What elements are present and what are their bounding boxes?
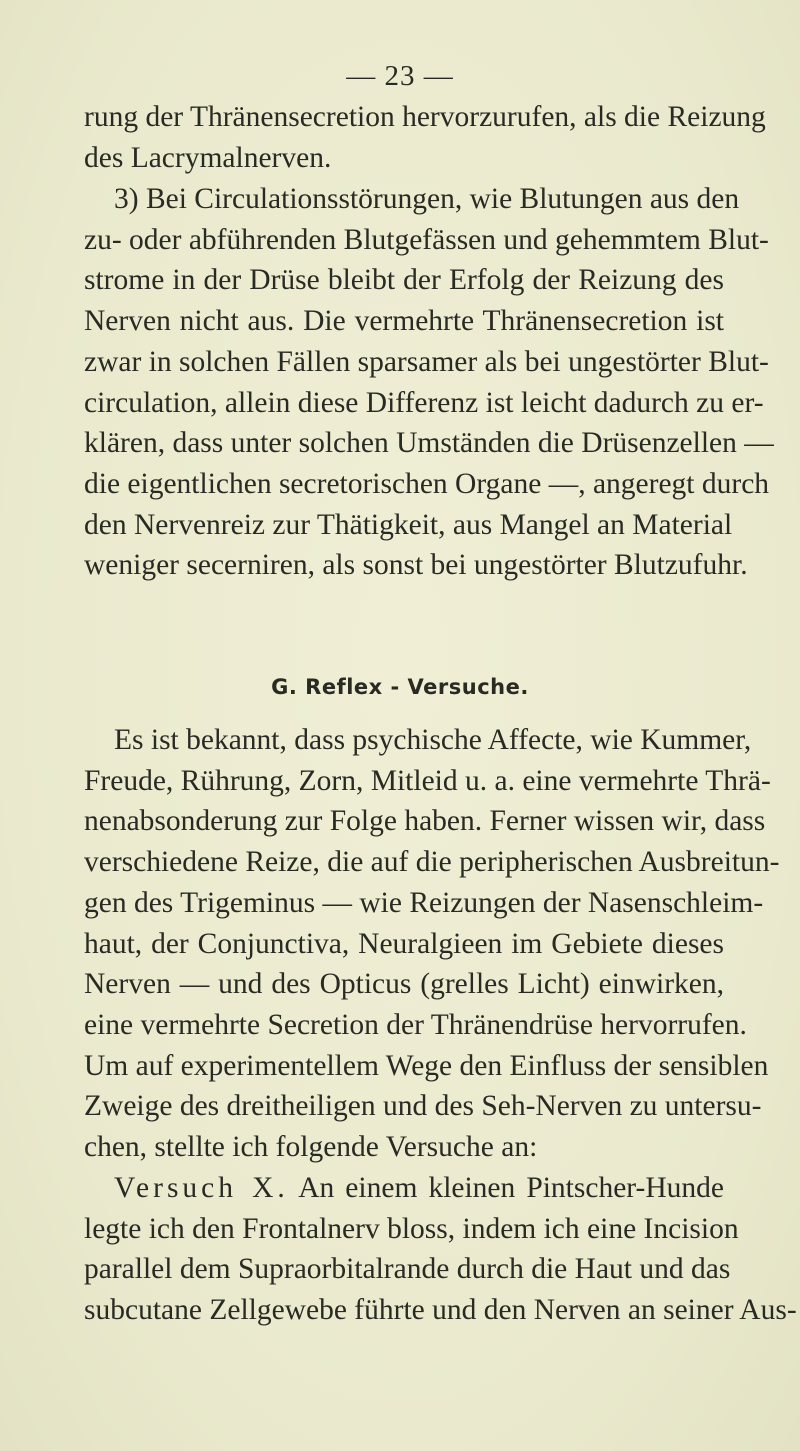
- text-line: Freude, Rührung, Zorn, Mitleid u. a. eine vermehrte Thrä-: [84, 764, 771, 797]
- text-line: zwar in solchen Fällen sparsamer als bei ungestörter Blut-: [84, 345, 769, 378]
- paragraph-circulation: [84, 179, 774, 586]
- text-line: subcutane Zellgewebe führte und den Nerven an seiner Aus-: [84, 1294, 797, 1327]
- text-line: [84, 1168, 724, 1209]
- text-line: Zweige des dreitheiligen und des Seh-Nerven zu untersu-: [84, 1090, 762, 1123]
- page-number: — 23 —: [346, 60, 454, 92]
- text-line: verschiedene Reize, die auf die peripherischen Ausbreitun-: [84, 846, 780, 879]
- experiment-label: Versuch X.: [114, 1172, 289, 1204]
- text-line: Es ist bekannt, dass psychische Affecte, wie Kummer,: [114, 724, 752, 756]
- text-line: rung der Thränensecretion hervorzurufen, als die Reizung: [84, 101, 766, 133]
- text-line: des Lacrymalnerven.: [84, 141, 332, 174]
- text-line: weniger secerniren, als sonst bei ungestörter Blutzufuhr.: [84, 549, 748, 582]
- paragraph-experiment-x: [84, 1168, 797, 1331]
- text-line: gen des Trigeminus — wie Reizungen der Nasenschleim-: [84, 886, 764, 919]
- paragraph-continuation: [84, 97, 766, 178]
- text-line: legte ich den Frontalnerv bloss, indem ich eine Incision: [84, 1212, 739, 1245]
- text-line: parallel dem Supraorbitalrande durch die Haut und das: [84, 1253, 731, 1286]
- text-line: eine vermehrte Secretion der Thränendrüse hervorrufen.: [84, 1008, 747, 1041]
- text-line: circulation, allein diese Differenz ist leicht dadurch zu er-: [84, 386, 764, 419]
- text-line: strome in der Drüse bleibt der Erfolg der Reizung des: [84, 264, 724, 297]
- text-line: Nerven — und des Opticus (grelles Licht) einwirken,: [84, 968, 724, 1001]
- text-line: Um auf experimentellem Wege den Einfluss der sensiblen: [84, 1049, 769, 1082]
- text-line: zu- oder abführenden Blutgefässen und gehemmtem Blut-: [84, 223, 769, 256]
- text-line: chen, stellte ich folgende Versuche an:: [84, 1131, 538, 1164]
- text-line: haut, der Conjunctiva, Neuralgieen im Gebiete dieses: [84, 927, 724, 960]
- experiment-first-line: An einem kleinen Pintscher-Hunde: [298, 1172, 724, 1204]
- text-line: die eigentlichen secretorischen Organe —, angeregt durch: [84, 467, 770, 500]
- paragraph-reflex-intro: [84, 720, 780, 1168]
- text-line: den Nervenreiz zur Thätigkeit, aus Mangel an Material: [84, 508, 733, 541]
- text-line: Nerven nicht aus. Die vermehrte Thränensecretion ist: [84, 305, 724, 338]
- section-heading: G. Reflex - Versuche.: [271, 675, 529, 699]
- text-line: 3) Bei Circulationsstörungen, wie Blutungen aus den: [114, 183, 740, 215]
- text-line: klären, dass unter solchen Umständen die Drüsenzellen —: [84, 427, 774, 460]
- text-line: nenabsonderung zur Folge haben. Ferner wissen wir, dass: [84, 805, 766, 838]
